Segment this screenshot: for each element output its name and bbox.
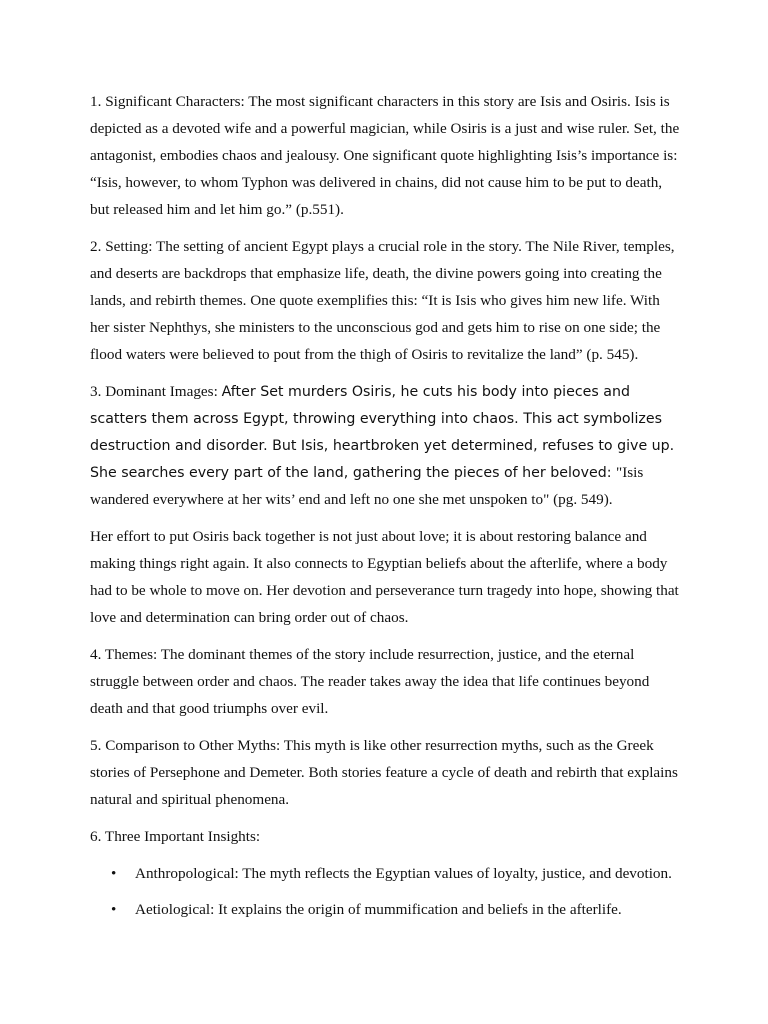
dominant-images-quote: "Isis wandered everywhere at her wits’ end and left no one she met unspoken to" (pg. 549). xyxy=(90,464,644,508)
list-item xyxy=(90,860,680,887)
document-page xyxy=(90,88,680,932)
bullet-icon: • xyxy=(111,865,117,882)
paragraph-dominant-images xyxy=(90,378,680,513)
paragraph-setting: 2. Setting: The setting of ancient Egypt plays a crucial role in the story. The Nile River, temples, and deserts are backdrops that emphasize life, death, the divine powers going into creating the lands, and rebirth themes. One quote exemplifies this: “It is Isis who gives him new life. With her sister Nephthys, she ministers to the unconscious god and gets him to rise on one side; the flood waters were believed to pout from the thigh of Osiris to revitalize the land” (p. 545). xyxy=(90,238,675,363)
dominant-images-text: After Set murders Osiris, he cuts his body into pieces and scatters them across Egypt, throwing everything into chaos. This act symbolizes destruction and disorder. But Isis, heartbroken yet determined, refuses to give up. She searches every part of the land, gathering the pieces of her beloved: xyxy=(90,384,675,481)
list-item xyxy=(90,896,680,923)
insights-heading: 6. Three Important Insights: xyxy=(90,828,261,845)
insights-list xyxy=(90,860,680,923)
paragraph-effort: Her effort to put Osiris back together is not just about love; it is about restoring balance and making things right again. It also connects to Egyptian beliefs about the afterlife, where a body had to be whole to move on. Her devotion and perseverance turn tragedy into hope, showing that love and determination can bring order out of chaos. xyxy=(90,528,679,626)
bullet-icon: • xyxy=(111,901,117,918)
list-item-text: Aetiological: It explains the origin of mummification and beliefs in the afterlife. xyxy=(135,901,622,918)
paragraph-themes: 4. Themes: The dominant themes of the story include resurrection, justice, and the eternal struggle between order and chaos. The reader takes away the idea that life continues beyond death and that good triumphs over evil. xyxy=(90,646,650,717)
dominant-images-label: 3. Dominant Images: xyxy=(90,383,222,400)
list-item-text: Anthropological: The myth reflects the Egyptian values of loyalty, justice, and devotion. xyxy=(135,865,672,882)
paragraph-comparison: 5. Comparison to Other Myths: This myth is like other resurrection myths, such as the Greek stories of Persephone and Demeter. Both stories feature a cycle of death and rebirth that explains natural and spiritual phenomena. xyxy=(90,737,678,808)
paragraph-significant-characters: 1. Significant Characters: The most significant characters in this story are Isis and Osiris. Isis is depicted as a devoted wife and a powerful magician, while Osiris is a just and wise ruler. Set, the antagonist, embodies chaos and jealousy. One significant quote highlighting Isis’s importance is: “Isis, however, to whom Typhon was delivered in chains, did not cause him to be put to death, but released him and let him go.” (p.551). xyxy=(90,93,680,218)
